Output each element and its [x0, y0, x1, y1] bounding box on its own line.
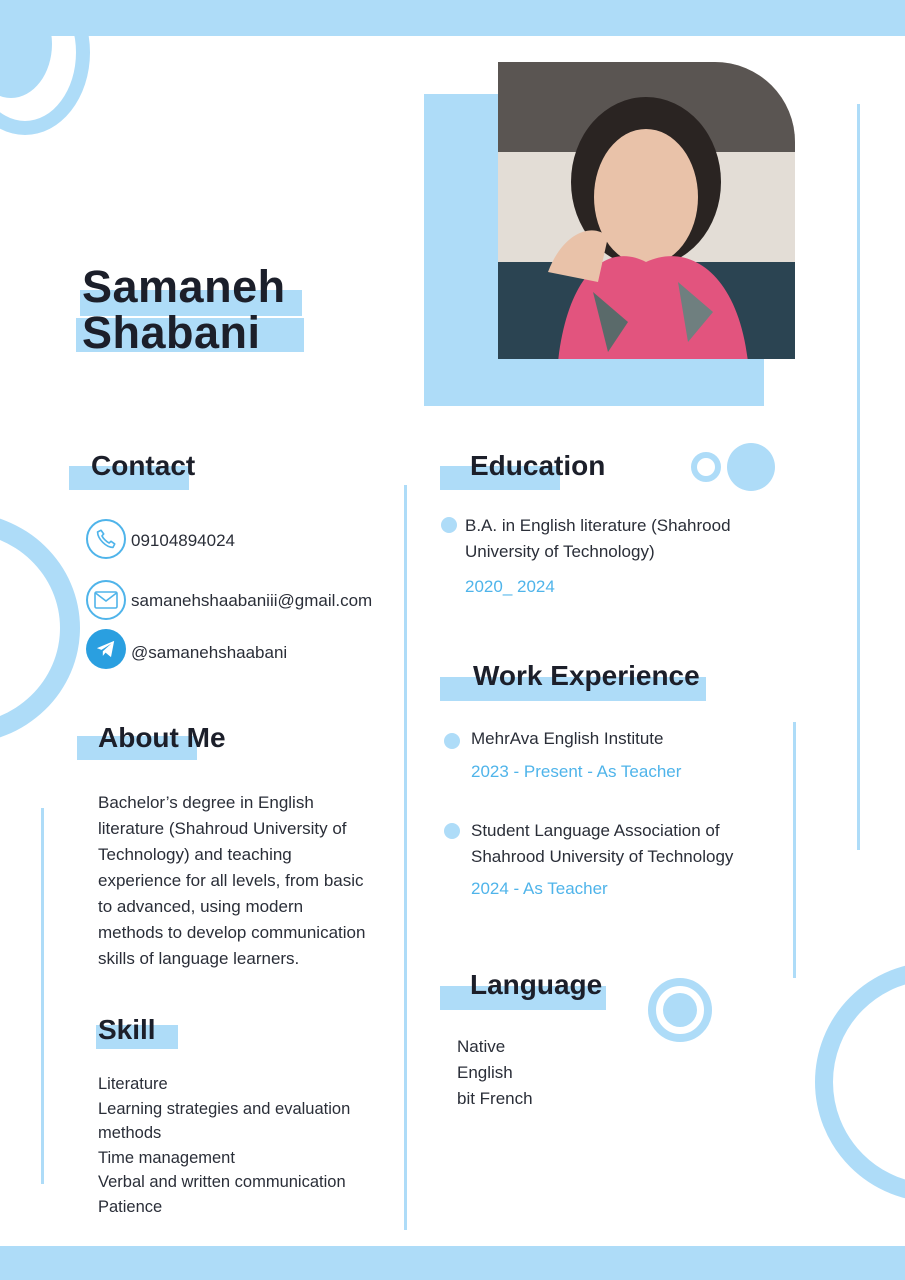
right-vertical-line	[857, 104, 860, 850]
work-org: MehrAva English Institute	[471, 729, 664, 748]
language-item: Native	[457, 1037, 506, 1056]
phone-icon	[86, 519, 126, 559]
work-bullet	[444, 733, 460, 749]
top-band	[0, 0, 905, 36]
education-small-ring	[691, 452, 721, 482]
education-bullet	[441, 517, 457, 533]
work-period: 2024 - As Teacher	[471, 879, 608, 898]
left-large-ring	[0, 512, 80, 744]
telegram-handle[interactable]: @samanehshaabani	[131, 643, 288, 662]
skill-heading: Skill	[98, 1014, 156, 1045]
portrait-illustration	[498, 62, 795, 359]
education-heading: Education	[470, 450, 606, 481]
work-org: Student Language Association of Shahrood University of Technology	[471, 821, 734, 866]
language-item: English	[457, 1063, 513, 1082]
work-bullet	[444, 823, 460, 839]
language-list	[457, 1034, 533, 1112]
education-years: 2020_ 2024	[465, 577, 555, 596]
bottom-right-ring	[815, 962, 905, 1202]
full-name	[82, 261, 286, 358]
skill-item: Time management	[98, 1148, 235, 1167]
education-disc	[727, 443, 775, 491]
skill-item: Patience	[98, 1197, 163, 1216]
last-name: Shabani	[82, 307, 261, 358]
mail-icon	[86, 580, 126, 620]
profile-photo	[498, 62, 795, 359]
skill-item: Verbal and written communication	[98, 1173, 346, 1191]
center-vertical-line	[404, 485, 407, 1230]
contact-heading: Contact	[91, 450, 196, 481]
first-name: Samaneh	[82, 261, 286, 312]
email-address[interactable]: samanehshaabaniii@gmail.com	[131, 591, 373, 610]
work-vertical-line	[793, 722, 796, 978]
skill-item: Literature	[98, 1075, 168, 1093]
phone-number[interactable]: 09104894024	[131, 531, 236, 550]
language-item: bit French	[457, 1089, 533, 1108]
education-degree: B.A. in English literature (Shahrood University of Technology)	[465, 516, 731, 561]
telegram-icon	[86, 629, 126, 669]
about-heading: About Me	[98, 722, 226, 753]
language-disc	[663, 993, 697, 1027]
language-heading: Language	[470, 969, 603, 1000]
about-text: Bachelor’s degree in English literature (Shahroud University of Technology) and teaching experience for all levels, from basic to advanced, using modern methods to develop communication skills of language learners.	[98, 793, 366, 968]
work-heading: Work Experience	[473, 660, 700, 691]
work-period: 2023 - Present - As Teacher	[471, 762, 682, 781]
skill-list	[98, 1072, 383, 1219]
phone-glyph	[95, 528, 117, 550]
paper-plane-glyph	[95, 639, 117, 659]
left-vertical-line	[41, 808, 44, 1184]
envelope-glyph	[94, 591, 118, 609]
bottom-band	[0, 1246, 905, 1280]
skill-item: Learning strategies and evaluation methods	[98, 1099, 351, 1142]
